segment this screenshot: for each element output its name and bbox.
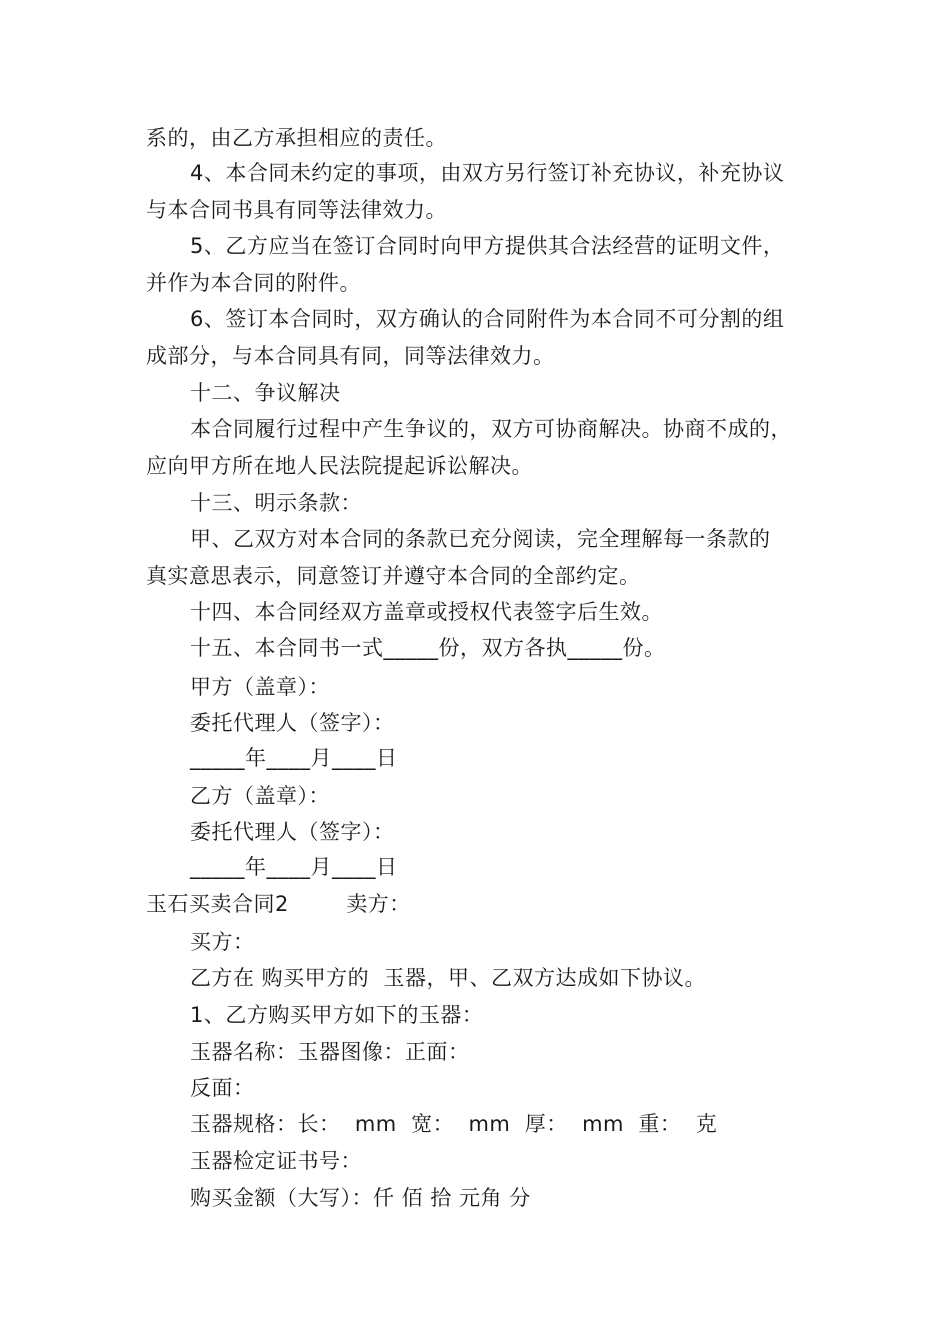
party-a-date-line: _____年____月____日 [190, 746, 398, 770]
paragraph-line: 应向甲方所在地人民法院提起诉讼解决。 [146, 454, 533, 478]
buyer-label: 买方： [190, 930, 255, 954]
section-heading-14: 十四、本合同经双方盖章或授权代表签字后生效。 [190, 600, 663, 624]
paragraph-line: 与本合同书具有同等法律效力。 [146, 198, 447, 222]
paragraph-line: 并作为本合同的附件。 [146, 271, 361, 295]
jade-name-line: 玉器名称：玉器图像：正面： [190, 1040, 470, 1064]
clause-4-line: 4、本合同未约定的事项，由双方另行签订补充协议，补充协议 [190, 161, 785, 185]
amount-line: 购买金额（大写）：仟 佰 拾 元角 分 [190, 1186, 531, 1210]
paragraph-line: 本合同履行过程中产生争议的，双方可协商解决。协商不成的， [190, 417, 792, 441]
section-heading-15: 十五、本合同书一式_____份，双方各执_____份。 [190, 636, 666, 660]
contract-2-title: 玉石买卖合同2 卖方： [146, 892, 411, 916]
clause-5-line: 5、乙方应当在签订合同时向甲方提供其合法经营的证明文件， [190, 234, 785, 258]
paragraph-line: 真实意思表示，同意签订并遵守本合同的全部约定。 [146, 564, 641, 588]
jade-spec-line: 玉器规格：长： mm 宽： mm 厚： mm 重： 克 [190, 1112, 718, 1136]
paragraph-line: 成部分，与本合同具有同，同等法律效力。 [146, 344, 555, 368]
paragraph-line: 甲、乙双方对本合同的条款已充分阅读，完全理解每一条款的 [190, 527, 771, 551]
clause-6-line: 6、签订本合同时，双方确认的合同附件为本合同不可分割的组 [190, 307, 785, 331]
party-b-seal-label: 乙方（盖章）： [190, 784, 330, 808]
section-heading-13: 十三、明示条款： [190, 491, 362, 515]
jade-back-line: 反面： [190, 1076, 255, 1100]
party-a-agent-label: 委托代理人（签字）： [190, 711, 395, 735]
section-heading-12: 十二、争议解决 [190, 381, 341, 405]
certificate-line: 玉器检定证书号： [190, 1149, 362, 1173]
party-a-seal-label: 甲方（盖章）： [190, 675, 330, 699]
paragraph-line: 乙方在 购买甲方的 玉器，甲、乙双方达成如下协议。 [190, 966, 707, 990]
paragraph-line: 系的，由乙方承担相应的责任。 [146, 126, 447, 150]
party-b-date-line: _____年____月____日 [190, 855, 398, 879]
clause-1-line: 1、乙方购买甲方如下的玉器： [190, 1003, 484, 1027]
party-b-agent-label: 委托代理人（签字）： [190, 820, 395, 844]
